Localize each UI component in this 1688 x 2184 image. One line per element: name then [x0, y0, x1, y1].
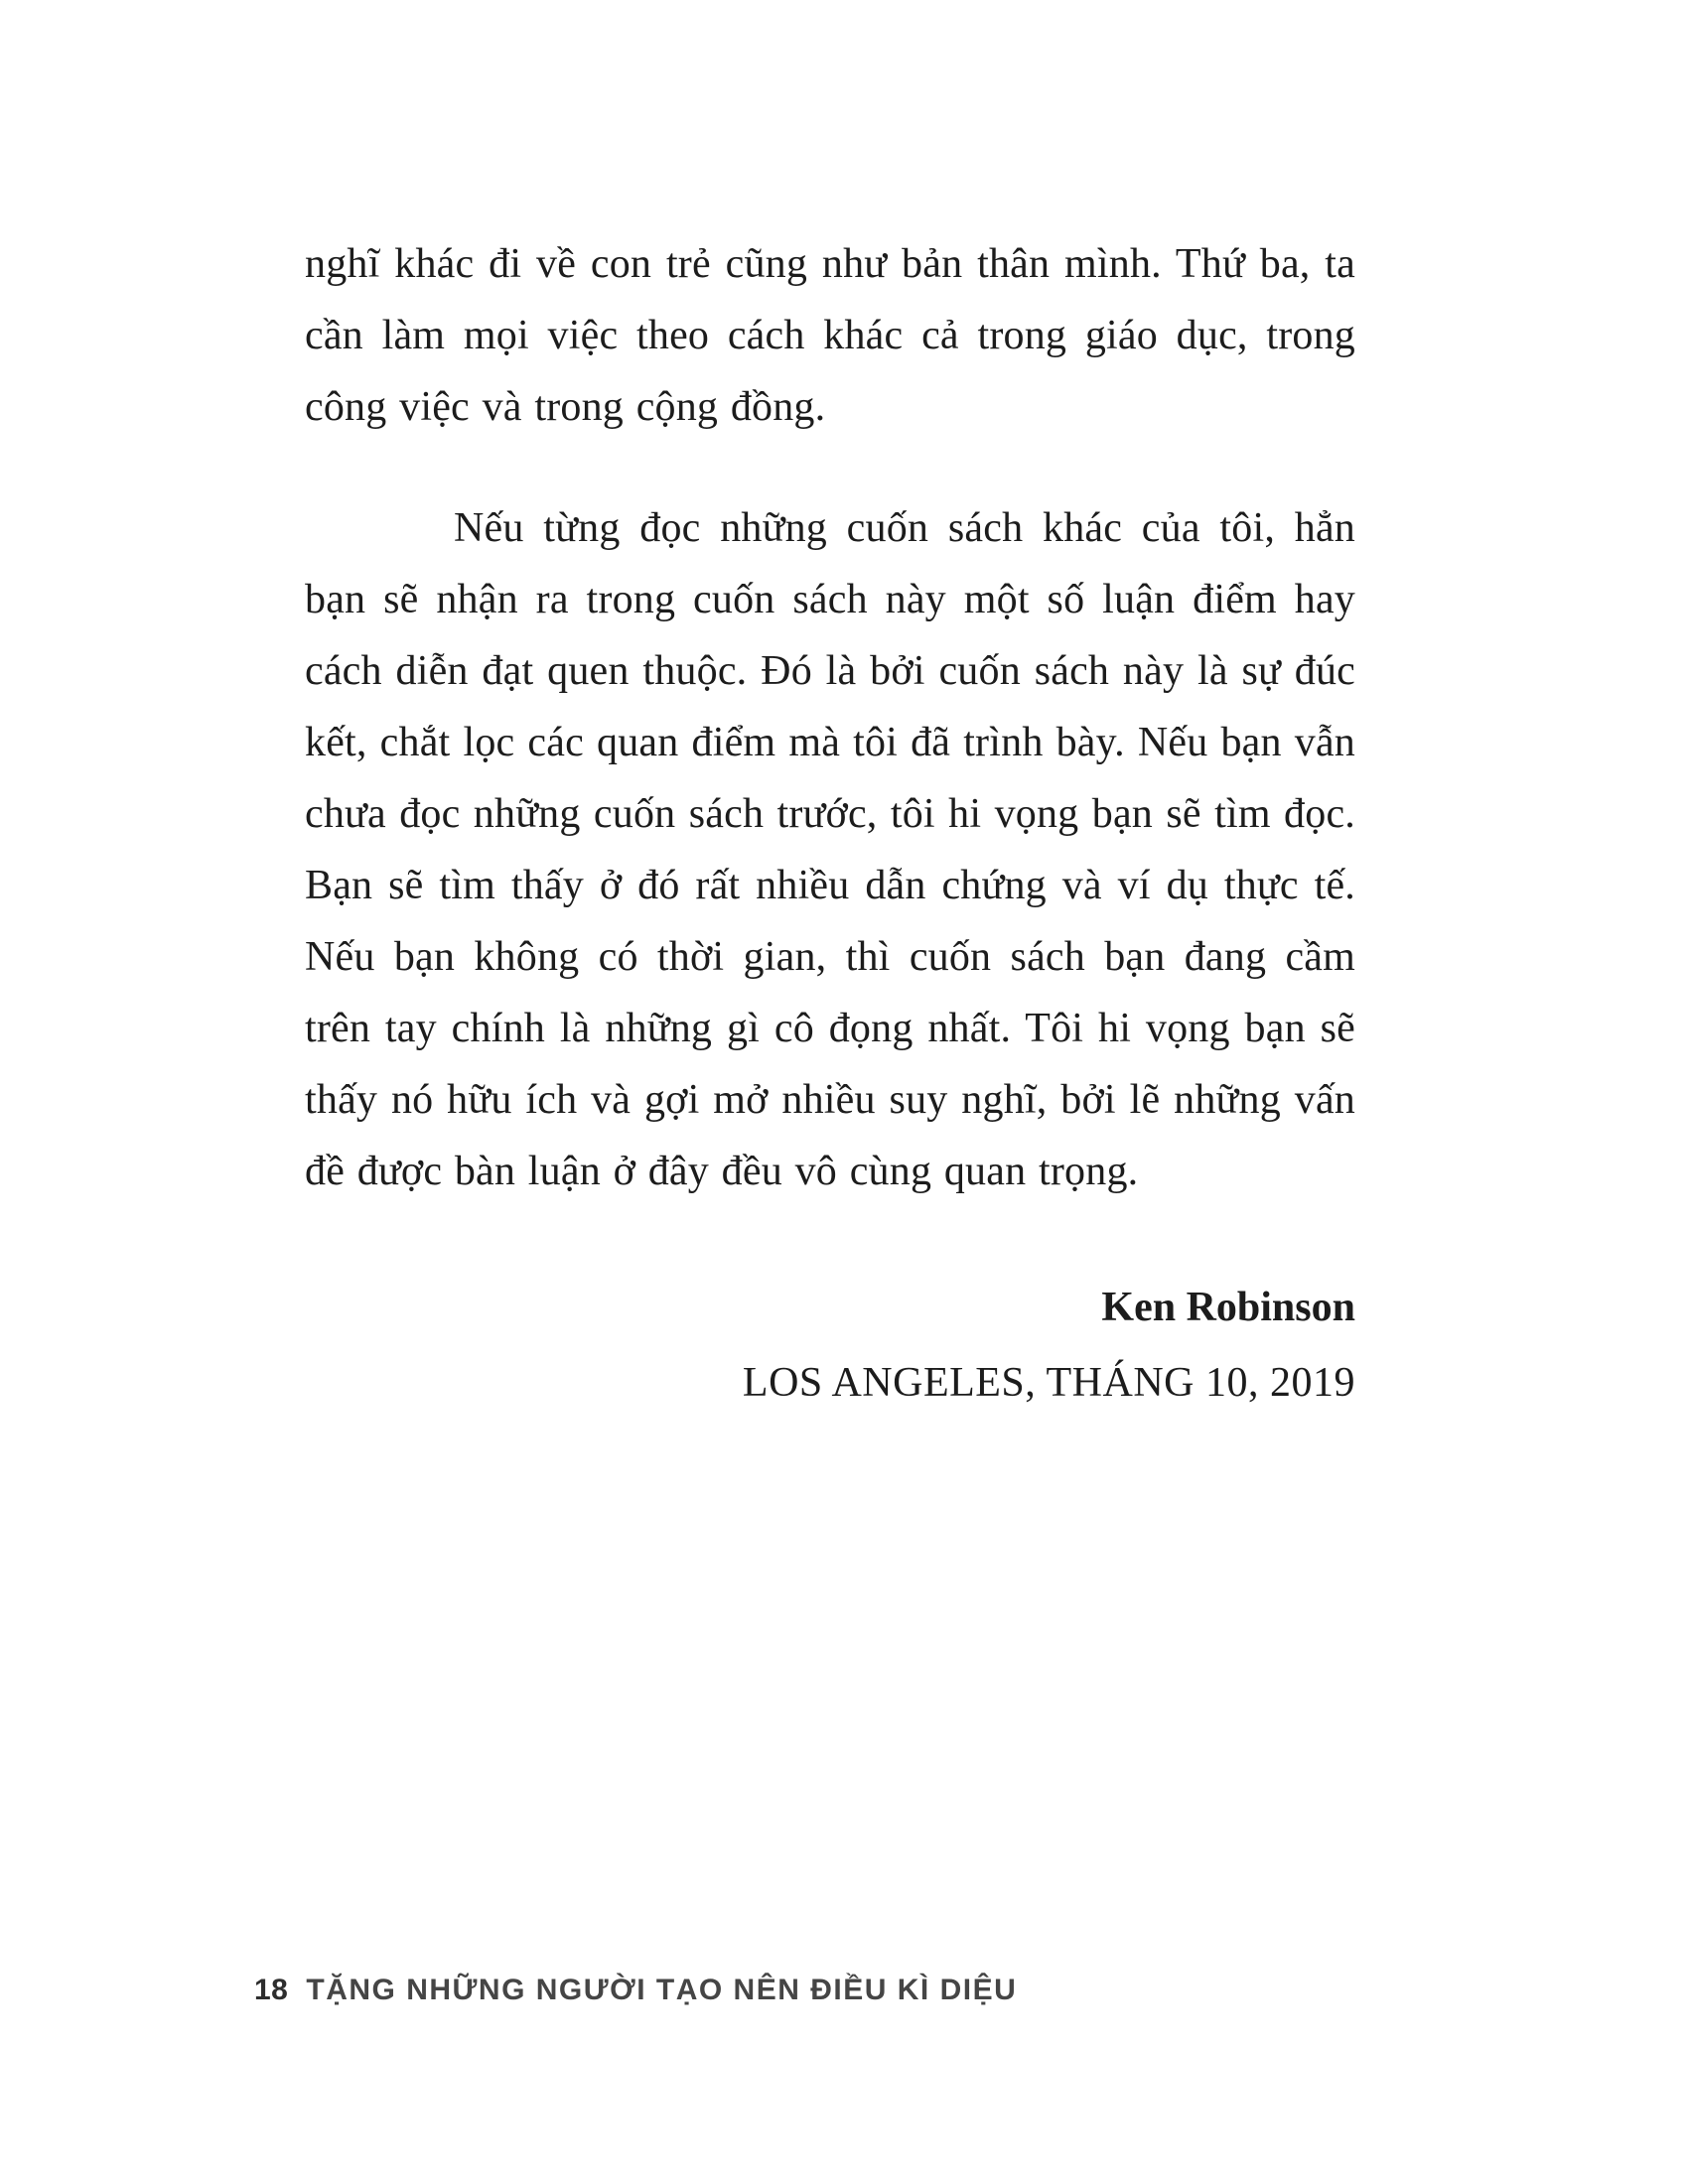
page-number: 18: [254, 1974, 289, 2006]
paragraph-1: nghĩ khác đi về con trẻ cũng như bản thân mình. Thứ ba, ta cần làm mọi việc theo cách khác cả trong giáo dục, trong công việc và trong cộng đồng.: [305, 241, 1355, 430]
place-date: LOS ANGELES, THÁNG 10, 2019: [742, 1360, 1355, 1406]
signature-block: [305, 1272, 1355, 1423]
author-name: Ken Robinson: [1101, 1285, 1355, 1330]
page-content: [305, 228, 1355, 1423]
book-title: TẶNG NHỮNG NGƯỜI TẠO NÊN ĐIỀU KÌ DIỆU: [306, 1974, 1018, 2006]
page-footer: [254, 1974, 1017, 2007]
paragraph-2: Nếu từng đọc những cuốn sách khác của tôi, hẳn bạn sẽ nhận ra trong cuốn sách này một số luận điểm hay cách diễn đạt quen thuộc. Đó là bởi cuốn sách này là sự đúc kết, chắt lọc các quan điểm mà tôi đã trình bày. Nếu bạn vẫn chưa đọc những cuốn sách trước, tôi hi vọng bạn sẽ tìm đọc. Bạn sẽ tìm thấy ở đó rất nhiều dẫn chứng và ví dụ thực tế. Nếu bạn không có thời gian, thì cuốn sách bạn đang cầm trên tay chính là những gì cô đọng nhất. Tôi hi vọng bạn sẽ thấy nó hữu ích và gợi mở nhiều suy nghĩ, bởi lẽ những vấn đề được bàn luận ở đây đều vô cùng quan trọng.: [305, 505, 1355, 1194]
